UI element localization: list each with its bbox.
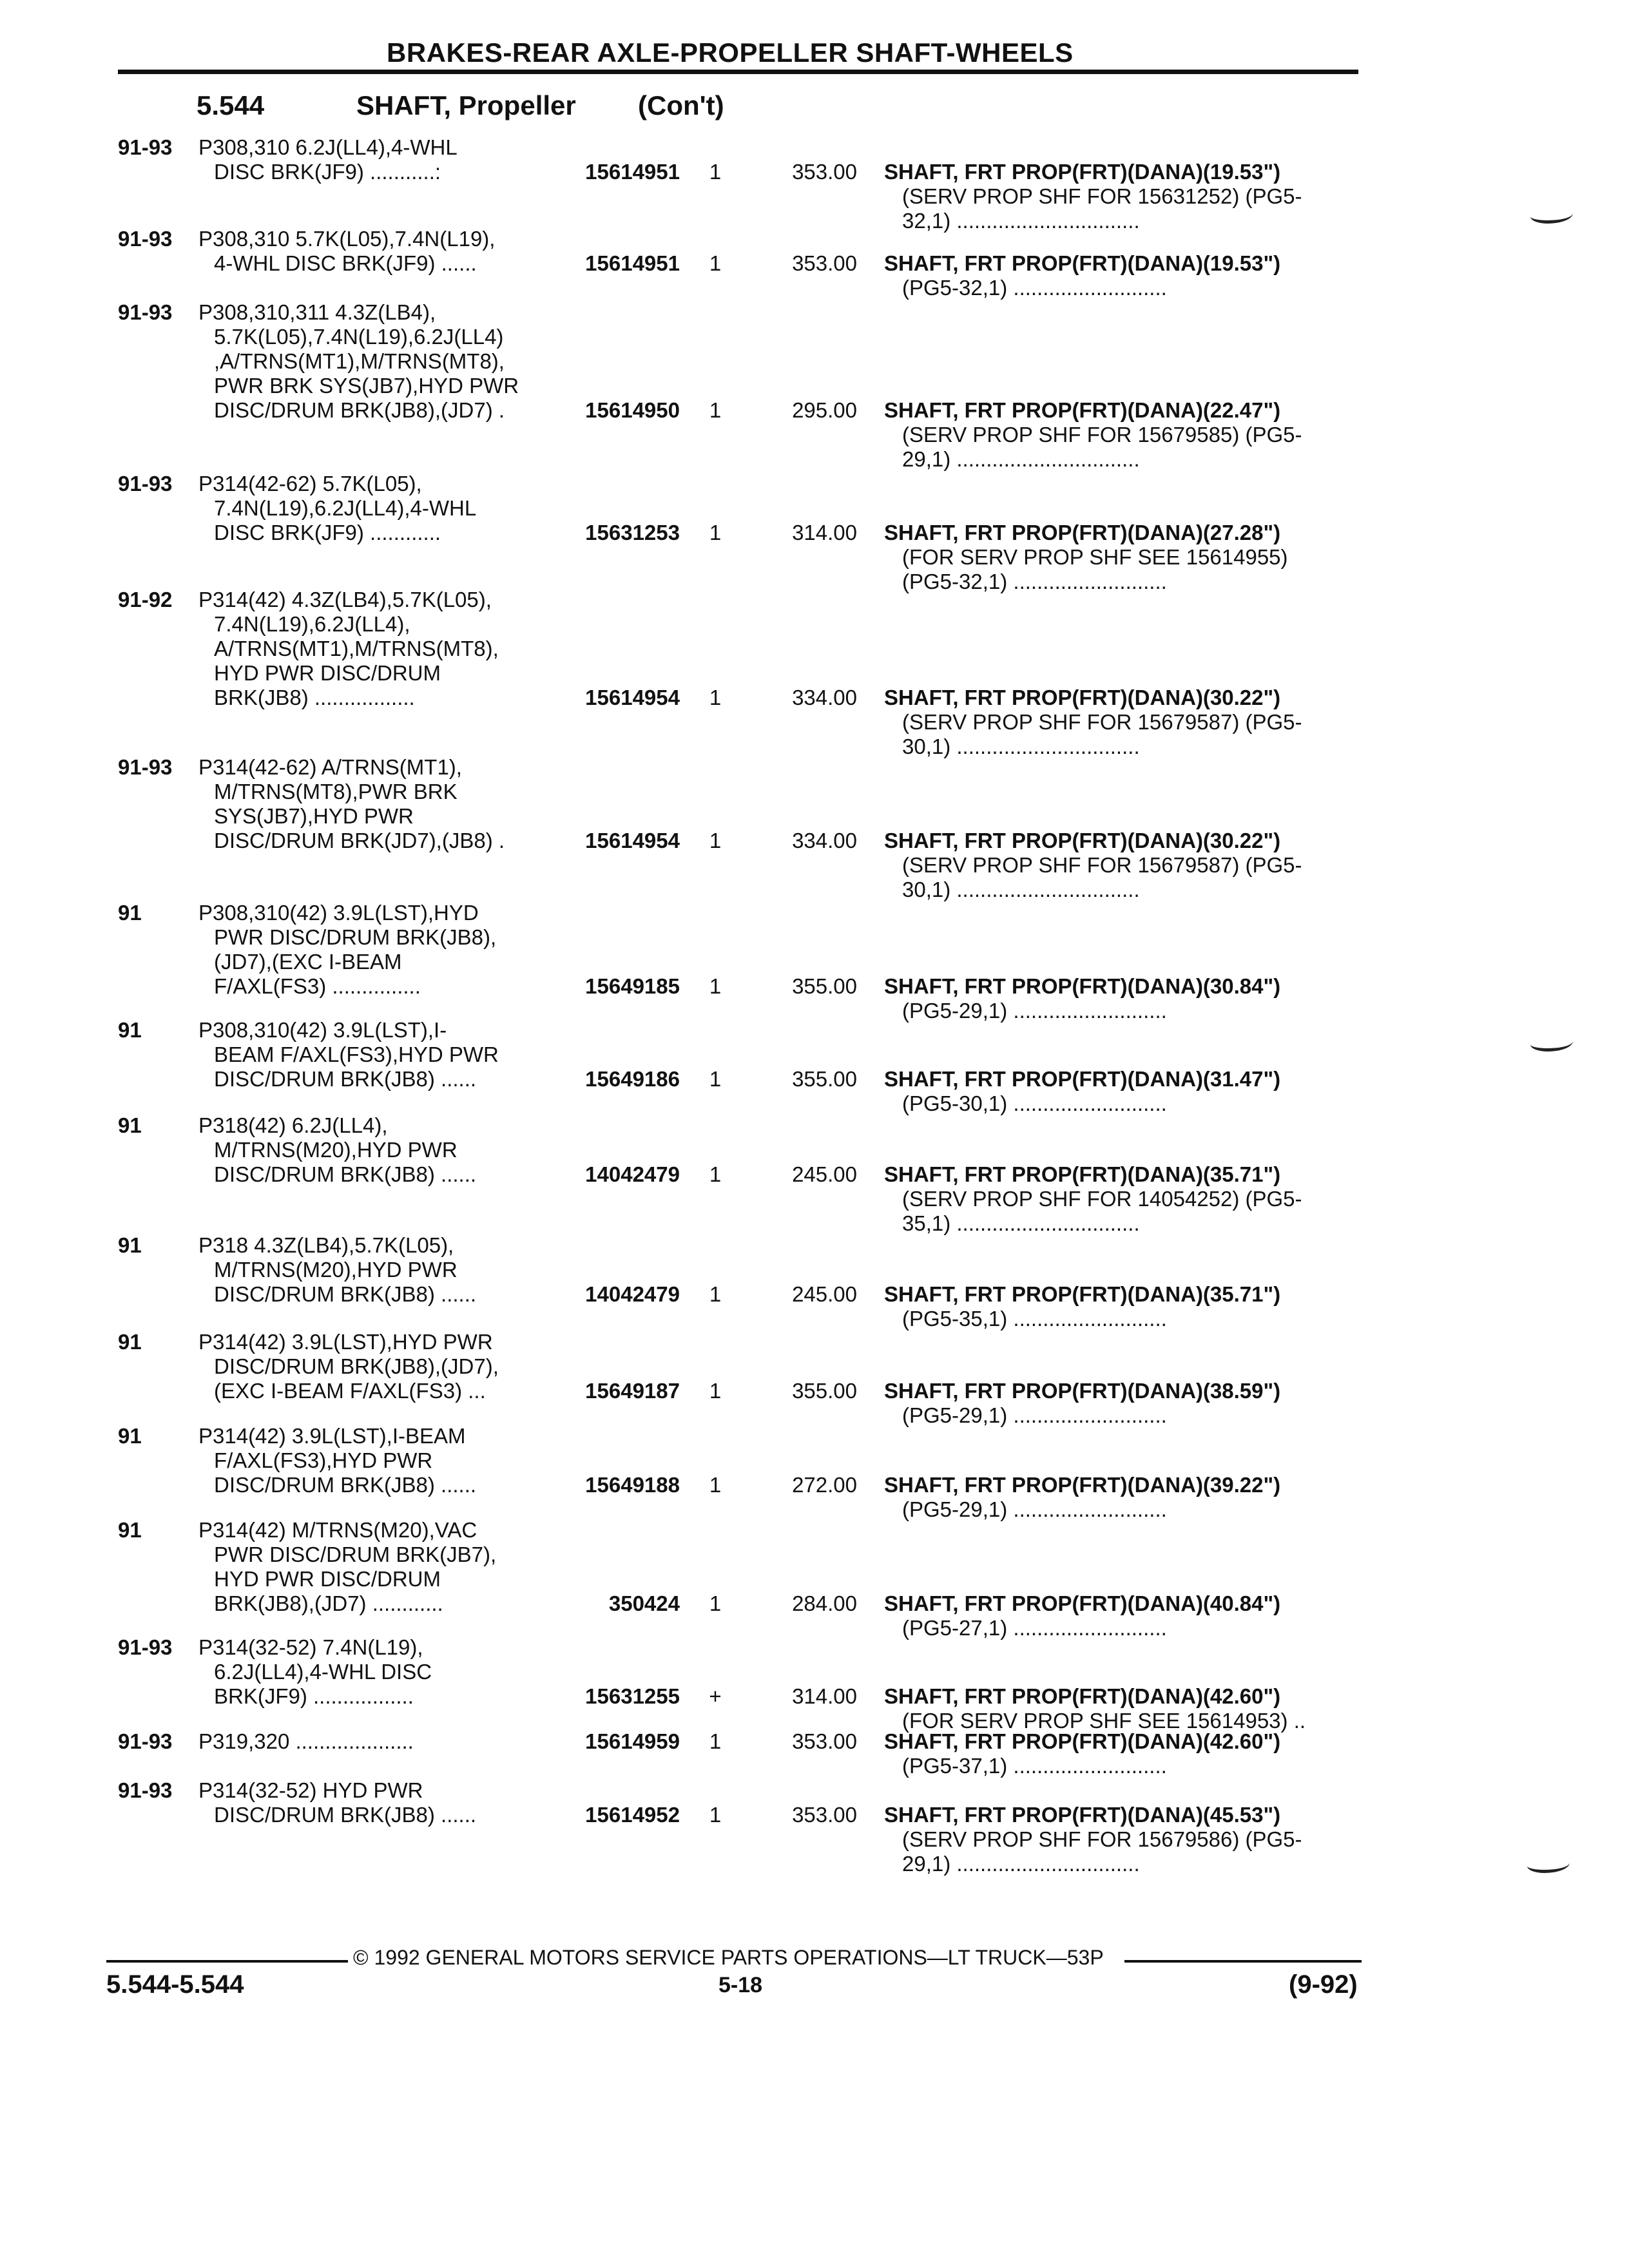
- note-line: SHAFT, FRT PROP(FRT)(DANA)(45.53"): [884, 1803, 1281, 1827]
- footer-rule-right: [1124, 1960, 1362, 1963]
- description-line: PWR DISC/DRUM BRK(JB7),: [214, 1542, 497, 1566]
- price: 355.00: [792, 1067, 857, 1091]
- note-line: SHAFT, FRT PROP(FRT)(DANA)(42.60"): [884, 1729, 1281, 1753]
- description-line: F/AXL(FS3),HYD PWR: [214, 1448, 433, 1472]
- quantity: 1: [709, 1379, 722, 1403]
- part-note: [884, 1282, 1361, 1331]
- application-description: [198, 472, 550, 545]
- model-years: 91-93: [118, 472, 173, 495]
- note-line: (PG5-32,1) ..........................: [902, 276, 1167, 300]
- description-line: DISC/DRUM BRK(JB8) ......: [214, 1162, 477, 1186]
- quantity: 1: [709, 1282, 722, 1306]
- description-line: P314(32-52) HYD PWR: [198, 1778, 423, 1802]
- part-note: [884, 398, 1361, 472]
- model-years: 91-93: [118, 1635, 173, 1659]
- price: 334.00: [792, 829, 857, 852]
- note-line: (SERV PROP SHF FOR 15679585) (PG5-: [902, 423, 1302, 447]
- model-years: 91-93: [118, 135, 173, 159]
- description-line: (JD7),(EXC I-BEAM: [214, 950, 402, 974]
- model-years: 91-92: [118, 588, 173, 611]
- part-note: [884, 521, 1361, 594]
- description-line: 7.4N(L19),6.2J(LL4),: [214, 612, 410, 636]
- note-line: (SERV PROP SHF FOR 15679587) (PG5-: [902, 710, 1302, 734]
- quantity: 1: [709, 1729, 722, 1753]
- description-line: SYS(JB7),HYD PWR: [214, 804, 414, 828]
- description-line: BRK(JB8),(JD7) ............: [214, 1591, 443, 1615]
- note-line: SHAFT, FRT PROP(FRT)(DANA)(19.53"): [884, 160, 1281, 184]
- note-line: 35,1) ...............................: [902, 1211, 1140, 1235]
- note-line: SHAFT, FRT PROP(FRT)(DANA)(30.84"): [884, 974, 1281, 998]
- description-line: HYD PWR DISC/DRUM: [214, 661, 441, 685]
- note-line: 30,1) ...............................: [902, 735, 1140, 758]
- description-line: P308,310 5.7K(L05),7.4N(L19),: [198, 227, 496, 251]
- note-line: (SERV PROP SHF FOR 14054252) (PG5-: [902, 1187, 1302, 1211]
- part-number: 15614954: [585, 686, 680, 709]
- note-line: 32,1) ...............................: [902, 209, 1140, 233]
- model-years: 91: [118, 901, 142, 925]
- note-line: SHAFT, FRT PROP(FRT)(DANA)(30.22"): [884, 829, 1281, 852]
- description-line: 4-WHL DISC BRK(JF9) ......: [214, 251, 477, 275]
- note-line: (PG5-37,1) ..........................: [902, 1754, 1167, 1778]
- description-line: P308,310(42) 3.9L(LST),HYD: [198, 901, 479, 925]
- part-note: [884, 1473, 1361, 1522]
- description-line: P314(42) 3.9L(LST),HYD PWR: [198, 1330, 493, 1354]
- price: 353.00: [792, 1729, 857, 1753]
- model-years: 91-93: [118, 227, 173, 251]
- note-line: SHAFT, FRT PROP(FRT)(DANA)(19.53"): [884, 251, 1281, 275]
- section-name: SHAFT, Propeller: [356, 90, 576, 120]
- price: 355.00: [792, 974, 857, 998]
- part-number: 15614954: [585, 829, 680, 852]
- part-number: 15649185: [585, 974, 680, 998]
- description-line: DISC/DRUM BRK(JB8),(JD7),: [214, 1354, 499, 1378]
- part-note: [884, 1803, 1361, 1876]
- note-line: SHAFT, FRT PROP(FRT)(DANA)(39.22"): [884, 1473, 1281, 1497]
- part-number: 15614952: [585, 1803, 680, 1827]
- title-rule: [118, 70, 1358, 74]
- part-number: 15614950: [585, 398, 680, 422]
- model-years: 91-93: [118, 1778, 173, 1802]
- margin-mark: [1527, 1856, 1570, 1873]
- part-number: 15614951: [585, 160, 680, 184]
- note-line: SHAFT, FRT PROP(FRT)(DANA)(38.59"): [884, 1379, 1281, 1403]
- model-years: 91-93: [118, 300, 173, 324]
- description-line: M/TRNS(M20),HYD PWR: [214, 1258, 458, 1282]
- application-description: [198, 901, 550, 999]
- note-line: SHAFT, FRT PROP(FRT)(DANA)(31.47"): [884, 1067, 1281, 1091]
- footer-section-range: 5.544-5.544: [106, 1970, 244, 1999]
- price: 284.00: [792, 1591, 857, 1615]
- footer-page-number: 5-18: [718, 1973, 763, 1997]
- note-line: (PG5-32,1) ..........................: [902, 570, 1167, 593]
- note-line: SHAFT, FRT PROP(FRT)(DANA)(30.22"): [884, 686, 1281, 709]
- note-line: 29,1) ...............................: [902, 447, 1140, 471]
- part-note: [884, 1067, 1361, 1116]
- quantity: 1: [709, 1591, 722, 1615]
- part-number: 350424: [608, 1591, 680, 1615]
- application-description: [198, 1018, 550, 1091]
- description-line: DISC/DRUM BRK(JB8) ......: [214, 1067, 477, 1091]
- description-line: P318 4.3Z(LB4),5.7K(L05),: [198, 1233, 454, 1257]
- description-line: PWR BRK SYS(JB7),HYD PWR: [214, 374, 519, 398]
- note-line: 29,1) ...............................: [902, 1852, 1140, 1876]
- part-number: 15649188: [585, 1473, 680, 1497]
- description-line: P314(42) 3.9L(LST),I-BEAM: [198, 1424, 466, 1448]
- quantity: +: [709, 1684, 722, 1708]
- part-note: [884, 1379, 1361, 1428]
- application-description: [198, 1729, 550, 1754]
- footer-copyright: © 1992 GENERAL MOTORS SERVICE PARTS OPERATIONS—LT TRUCK—53P: [353, 1946, 1104, 1969]
- price: 295.00: [792, 398, 857, 422]
- description-line: P314(42-62) 5.7K(L05),: [198, 472, 422, 495]
- price: 245.00: [792, 1282, 857, 1306]
- note-line: SHAFT, FRT PROP(FRT)(DANA)(40.84"): [884, 1591, 1281, 1615]
- margin-mark: [1530, 1034, 1573, 1052]
- quantity: 1: [709, 829, 722, 852]
- price: 272.00: [792, 1473, 857, 1497]
- quantity: 1: [709, 1473, 722, 1497]
- description-line: DISC/DRUM BRK(JB8) ......: [214, 1282, 477, 1306]
- application-description: [198, 1518, 550, 1616]
- note-line: (SERV PROP SHF FOR 15679586) (PG5-: [902, 1827, 1302, 1851]
- description-line: BEAM F/AXL(FS3),HYD PWR: [214, 1043, 499, 1066]
- description-line: P314(42-62) A/TRNS(MT1),: [198, 755, 462, 779]
- description-line: DISC/DRUM BRK(JD7),(JB8) .: [214, 829, 505, 852]
- description-line: 5.7K(L05),7.4N(L19),6.2J(LL4): [214, 325, 504, 349]
- description-line: (EXC I-BEAM F/AXL(FS3) ...: [214, 1379, 486, 1403]
- model-years: 91: [118, 1113, 142, 1137]
- price: 245.00: [792, 1162, 857, 1186]
- note-line: (PG5-30,1) ..........................: [902, 1091, 1167, 1115]
- footer-date: (9-92): [1289, 1970, 1358, 1999]
- application-description: [198, 1113, 550, 1187]
- page-title: BRAKES-REAR AXLE-PROPELLER SHAFT-WHEELS: [387, 37, 1074, 68]
- quantity: 1: [709, 251, 722, 275]
- description-line: P318(42) 6.2J(LL4),: [198, 1113, 388, 1137]
- description-line: P308,310,311 4.3Z(LB4),: [198, 300, 436, 324]
- note-line: SHAFT, FRT PROP(FRT)(DANA)(42.60"): [884, 1684, 1281, 1708]
- description-line: BRK(JB8) .................: [214, 686, 415, 709]
- model-years: 91-93: [118, 1729, 173, 1753]
- quantity: 1: [709, 160, 722, 184]
- part-number: 15649187: [585, 1379, 680, 1403]
- description-line: M/TRNS(MT8),PWR BRK: [214, 780, 458, 803]
- part-note: [884, 1591, 1361, 1640]
- description-line: P319,320 ....................: [198, 1729, 414, 1753]
- part-number: 14042479: [585, 1282, 680, 1306]
- application-description: [198, 588, 550, 710]
- price: 353.00: [792, 160, 857, 184]
- description-line: A/TRNS(MT1),M/TRNS(MT8),: [214, 637, 499, 660]
- price: 353.00: [792, 1803, 857, 1827]
- part-number: 14042479: [585, 1162, 680, 1186]
- part-number: 15614951: [585, 251, 680, 275]
- note-line: (FOR SERV PROP SHF SEE 15614955): [902, 545, 1288, 569]
- application-description: [198, 1233, 550, 1307]
- section-continued: (Con't): [638, 90, 724, 120]
- description-line: HYD PWR DISC/DRUM: [214, 1567, 441, 1591]
- quantity: 1: [709, 1067, 722, 1091]
- application-description: [198, 1424, 550, 1497]
- note-line: SHAFT, FRT PROP(FRT)(DANA)(22.47"): [884, 398, 1281, 422]
- description-line: 7.4N(L19),6.2J(LL4),4-WHL: [214, 496, 477, 520]
- note-line: (PG5-29,1) ..........................: [902, 1497, 1167, 1521]
- part-note: [884, 251, 1361, 300]
- part-note: [884, 1162, 1361, 1236]
- note-line: (PG5-27,1) ..........................: [902, 1616, 1167, 1640]
- price: 334.00: [792, 686, 857, 709]
- quantity: 1: [709, 974, 722, 998]
- part-number: 15649186: [585, 1067, 680, 1091]
- description-line: BRK(JF9) .................: [214, 1684, 414, 1708]
- model-years: 91-93: [118, 755, 173, 779]
- model-years: 91: [118, 1018, 142, 1042]
- description-line: P308,310 6.2J(LL4),4-WHL: [198, 135, 458, 159]
- application-description: [198, 227, 550, 276]
- application-description: [198, 135, 550, 184]
- description-line: P314(32-52) 7.4N(L19),: [198, 1635, 423, 1659]
- quantity: 1: [709, 521, 722, 544]
- description-line: 6.2J(LL4),4-WHL DISC: [214, 1660, 432, 1684]
- part-note: [884, 1729, 1361, 1778]
- model-years: 91: [118, 1518, 142, 1542]
- part-number: 15614959: [585, 1729, 680, 1753]
- description-line: P314(42) 4.3Z(LB4),5.7K(L05),: [198, 588, 492, 611]
- part-note: [884, 686, 1361, 759]
- note-line: (FOR SERV PROP SHF SEE 15614953) ..: [902, 1709, 1306, 1733]
- price: 355.00: [792, 1379, 857, 1403]
- application-description: [198, 755, 550, 853]
- application-description: [198, 1330, 550, 1403]
- application-description: [198, 300, 550, 423]
- part-note: [884, 1684, 1361, 1733]
- application-description: [198, 1778, 550, 1827]
- description-line: ,A/TRNS(MT1),M/TRNS(MT8),: [214, 349, 505, 373]
- description-line: P314(42) M/TRNS(M20),VAC: [198, 1518, 477, 1542]
- application-description: [198, 1635, 550, 1709]
- description-line: F/AXL(FS3) ...............: [214, 974, 421, 998]
- quantity: 1: [709, 686, 722, 709]
- price: 353.00: [792, 251, 857, 275]
- model-years: 91: [118, 1233, 142, 1257]
- description-line: DISC/DRUM BRK(JB8),(JD7) .: [214, 398, 505, 422]
- margin-mark: [1530, 206, 1573, 224]
- note-line: SHAFT, FRT PROP(FRT)(DANA)(27.28"): [884, 521, 1281, 544]
- part-number: 15631255: [585, 1684, 680, 1708]
- quantity: 1: [709, 1162, 722, 1186]
- section-number: 5.544: [197, 90, 265, 120]
- part-note: [884, 160, 1361, 233]
- price: 314.00: [792, 521, 857, 544]
- description-line: P308,310(42) 3.9L(LST),I-: [198, 1018, 447, 1042]
- model-years: 91: [118, 1424, 142, 1448]
- model-years: 91: [118, 1330, 142, 1354]
- part-note: [884, 829, 1361, 902]
- note-line: SHAFT, FRT PROP(FRT)(DANA)(35.71"): [884, 1162, 1281, 1186]
- note-line: 30,1) ...............................: [902, 878, 1140, 901]
- note-line: (SERV PROP SHF FOR 15679587) (PG5-: [902, 853, 1302, 877]
- note-line: (PG5-29,1) ..........................: [902, 999, 1167, 1023]
- description-line: M/TRNS(M20),HYD PWR: [214, 1138, 458, 1162]
- price: 314.00: [792, 1684, 857, 1708]
- description-line: PWR DISC/DRUM BRK(JB8),: [214, 925, 497, 949]
- note-line: (PG5-29,1) ..........................: [902, 1403, 1167, 1427]
- part-note: [884, 974, 1361, 1023]
- description-line: DISC/DRUM BRK(JB8) ......: [214, 1803, 477, 1827]
- part-number: 15631253: [585, 521, 680, 544]
- description-line: DISC BRK(JF9) ............: [214, 521, 441, 544]
- note-line: SHAFT, FRT PROP(FRT)(DANA)(35.71"): [884, 1282, 1281, 1306]
- footer-rule-left: [106, 1960, 348, 1963]
- description-line: DISC/DRUM BRK(JB8) ......: [214, 1473, 477, 1497]
- note-line: (PG5-35,1) ..........................: [902, 1307, 1167, 1331]
- quantity: 1: [709, 398, 722, 422]
- note-line: (SERV PROP SHF FOR 15631252) (PG5-: [902, 184, 1302, 208]
- quantity: 1: [709, 1803, 722, 1827]
- description-line: DISC BRK(JF9) ...........:: [214, 160, 441, 184]
